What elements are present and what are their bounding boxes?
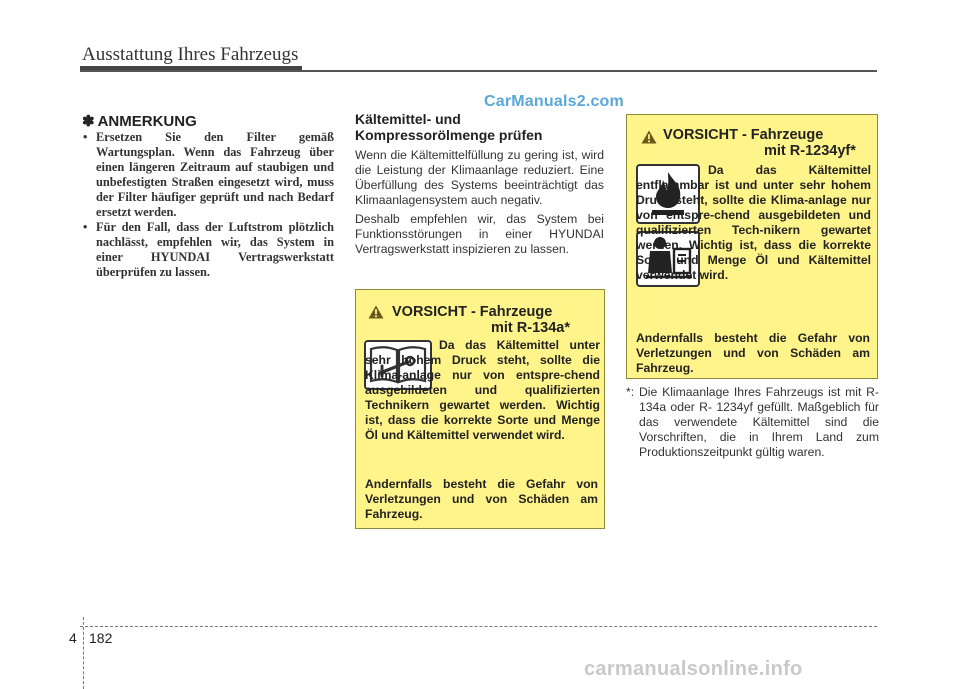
caution-body-r1234yf: [636, 163, 871, 287]
note-item: • Ersetzen Sie den Filter gemäß Wartungsplan. Wenn das Fahrzeug über einen längeren Zeitraum auf staubigen und unbefestigten Straßen eingesetzt wird, muss der Filter häufiger geprüft und nach Bedarf ersetzt werden.: [82, 130, 334, 220]
watermark-bottom[interactable]: carmanualsonline.info: [584, 658, 803, 680]
section-heading-line2: Kompressorölmenge prüfen: [355, 126, 543, 143]
section-heading: [355, 112, 605, 143]
note-star-icon: ✽: [82, 113, 95, 130]
caution-body-text: Da das Kältemittel unter sehr hohem Druck steht, sollte die Klima-anlage nur von entspre-chend ausgebildeten und qualifizierten Technikern gewartet werden. Wichtig ist, dass die korrekte Sorte und Menge Öl und Kältemittel verwendet wird.: [365, 338, 600, 442]
footnote: [626, 385, 879, 460]
footer-rule: [80, 626, 877, 627]
caution-body-text: Da das Kältemittel entflammbar ist und unter sehr hohem Druck steht, sollte die Klima-anlage nur von entspre-chend ausgebildeten und qualifizierten Tech-nikern gewartet werden. Wichtig ist, dass die korrekte Sorte und Menge Öl und Kältemittel verwendet wird.: [636, 163, 871, 282]
section-heading-line1: Kältemittel- und: [355, 111, 461, 127]
caution-body-r134a-end: [365, 477, 598, 526]
caution-subtitle: mit R-134a*: [491, 320, 570, 336]
note-item: • Für den Fall, dass der Luftstrom plötzlich nachlässt, empfehlen wir, das System in einer HYUNDAI Vertragswerkstatt überprüfen zu lassen.: [82, 220, 334, 280]
page-number: 182: [89, 630, 113, 646]
footnote-mark: *:: [626, 385, 635, 399]
watermark-top[interactable]: CarManuals2.com: [484, 93, 624, 110]
header-rule: [80, 70, 877, 72]
chapter-number: 4: [69, 630, 77, 646]
caution-title: VORSICHT - Fahrzeuge: [663, 127, 824, 143]
note-heading-label: ANMERKUNG: [97, 113, 197, 130]
page-header-title: Ausstattung Ihres Fahrzeugs: [82, 44, 299, 65]
caution-box-r1234yf: [626, 114, 878, 379]
note-list: [82, 130, 334, 280]
footnote-text: Die Klimaanlage Ihres Fahrzeugs ist mit R-134a oder R- 1234yf gefüllt. Maßgeblich für das verwendete Kältemittel sind die Vorschriften, die in Ihrem Land zum Produktionszeitpunkt gültig waren.: [639, 385, 879, 459]
caution-body-text: Andernfalls besteht die Gefahr von Verletzungen und von Schäden am Fahrzeug.: [365, 477, 598, 521]
section-paragraph: Deshalb empfehlen wir, das System bei Funktionsstörungen in einer HYUNDAI Vertragswerkstatt inspizieren zu lassen.: [355, 212, 604, 256]
caution-box-r134a: [355, 289, 605, 529]
caution-body-text: Andernfalls besteht die Gefahr von Verletzungen und von Schäden am Fahrzeug.: [636, 331, 870, 375]
caution-body-r134a: [365, 338, 600, 447]
note-heading: [82, 112, 197, 130]
footer-separator: [83, 617, 84, 689]
caution-subtitle: mit R-1234yf*: [764, 143, 856, 159]
section-paragraph: Wenn die Kältemittelfüllung zu gering ist, wird die Leistung der Klimaanlage reduziert. Eine Überfüllung des Systems beeinträchtigt das Klimaanlagensystem auch negativ.: [355, 148, 604, 207]
warning-triangle-icon: [368, 305, 384, 319]
warning-triangle-icon: [641, 130, 657, 144]
section-body: [355, 148, 604, 261]
caution-body-r1234yf-end: [636, 331, 870, 380]
caution-title: VORSICHT - Fahrzeuge: [392, 304, 553, 320]
